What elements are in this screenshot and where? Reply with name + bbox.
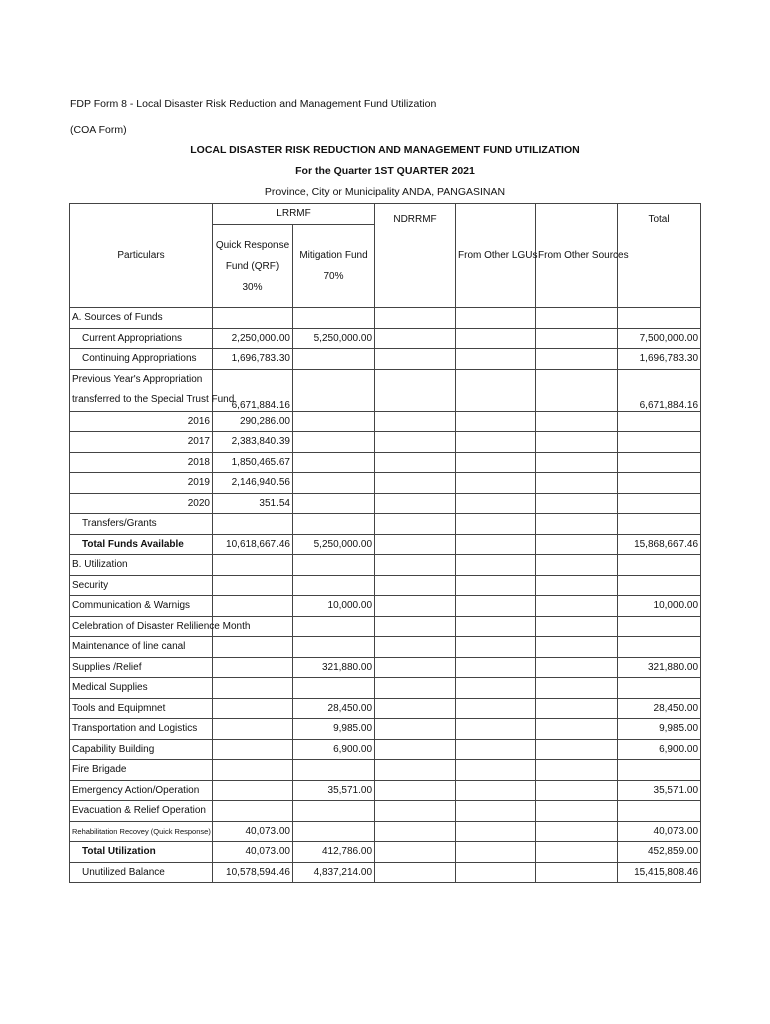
total-value: 452,859.00 [618,842,701,863]
prev-line2: transferred to the Special Trust Fund [72,393,235,405]
qrf-value: 40,073.00 [213,842,293,863]
mitigation-value [293,760,375,781]
header-qrf-line1: Quick Response [215,239,290,251]
row-label: Tools and Equipmnet [70,698,213,719]
table-row [70,760,701,781]
qrf-value [213,698,293,719]
qrf-value [213,780,293,801]
row-label: Fire Brigade [70,760,213,781]
row-label: Transfers/Grants [70,514,213,535]
row-label: B. Utilization [70,555,213,576]
total-value [618,616,701,637]
qrf-value: 10,618,667.46 [213,534,293,555]
mitigation-value: 412,786.00 [293,842,375,863]
table-row [70,452,701,473]
qrf-value [213,801,293,822]
table-row [70,801,701,822]
mitigation-value: 9,985.00 [293,719,375,740]
year-label: 2016 [70,411,213,432]
total-value: 35,571.00 [618,780,701,801]
total-value [618,801,701,822]
total-value: 15,415,808.46 [618,862,701,883]
mitigation-value [293,575,375,596]
mitigation-value: 5,250,000.00 [293,534,375,555]
qrf-value: 351.54 [213,493,293,514]
table-row [70,473,701,494]
qrf-value [213,637,293,658]
row-label: Medical Supplies [70,678,213,699]
table-row [70,739,701,760]
header-qrf [213,225,293,308]
total-value: 321,880.00 [618,657,701,678]
qrf-value [213,596,293,617]
qrf-value: 1,696,783.30 [213,349,293,370]
total-value [618,678,701,699]
table-row [70,514,701,535]
table-row [70,780,701,801]
row-label: Maintenance of line canal [70,637,213,658]
row-label: Supplies /Relief [70,657,213,678]
header-particulars: Particulars [70,204,213,308]
row-label: Celebration of Disaster Relilience Month [70,616,213,637]
qrf-value [213,575,293,596]
qrf-value: 10,578,594.46 [213,862,293,883]
row-label: Unutilized Balance [70,862,213,883]
row-label: A. Sources of Funds [70,308,213,329]
fund-utilization-table [69,203,701,883]
total-value: 9,985.00 [618,719,701,740]
table-row [70,534,701,555]
year-label: 2017 [70,432,213,453]
table-row [70,862,701,883]
mitigation-value [293,637,375,658]
qrf-value: 40,073.00 [213,821,293,842]
qrf-value [213,657,293,678]
form-source: (COA Form) [70,124,127,136]
table-row [70,821,701,842]
total-value: 15,868,667.46 [618,534,701,555]
table-row [70,555,701,576]
table-row [70,308,701,329]
qrf-value: 290,286.00 [213,411,293,432]
total-value: 7,500,000.00 [618,328,701,349]
row-label: Total Funds Available [70,534,213,555]
prev-line1: Previous Year's Appropriation [72,373,203,385]
row-label [70,369,235,411]
location-line: Province, City or Municipality ANDA, PANGASINAN [264,186,506,198]
header-mitigation-line2: 70% [323,271,344,282]
header-lrrmf: LRRMF [213,204,375,225]
row-label: Current Appropriations [70,328,213,349]
qrf-value: 2,146,940.56 [213,473,293,494]
table-row [70,432,701,453]
mitigation-value: 28,450.00 [293,698,375,719]
header-total: Total [618,204,701,308]
year-label: 2020 [70,493,213,514]
mitigation-value [293,801,375,822]
mitigation-value: 5,250,000.00 [293,328,375,349]
mitigation-value: 6,900.00 [293,739,375,760]
form-id: FDP Form 8 - Local Disaster Risk Reduction and Management Fund Utilization [70,98,437,110]
table-row [70,657,701,678]
qrf-value: 2,383,840.39 [213,432,293,453]
mitigation-value: 321,880.00 [293,657,375,678]
qrf-value [213,739,293,760]
qrf-value [213,678,293,699]
table-row [70,637,701,658]
quarter-subtitle: For the Quarter 1ST QUARTER 2021 [295,165,475,177]
table-row [70,698,701,719]
total-value: 10,000.00 [618,596,701,617]
mitigation-value [293,616,375,637]
mitigation-value: 35,571.00 [293,780,375,801]
row-label: Emergency Action/Operation [70,780,213,801]
table-row [70,678,701,699]
header-mitigation-line1: Mitigation Fund [299,250,368,261]
qrf-value: 1,850,465.67 [213,452,293,473]
row-label: Total Utilization [70,842,213,863]
row-label: Communication & Warnigs [70,596,213,617]
mitigation-value [293,678,375,699]
header-qrf-line2: Fund (QRF) [225,260,280,272]
table-row [70,328,701,349]
header-other-lgus: From Other LGUs [456,204,536,308]
mitigation-value: 4,837,214.00 [293,862,375,883]
row-label: Evacuation & Relief Operation [70,801,213,822]
year-label: 2018 [70,452,213,473]
table-row [70,411,701,432]
total-value [618,575,701,596]
header-mitigation [293,225,375,308]
page-title: LOCAL DISASTER RISK REDUCTION AND MANAGEMENT FUND UTILIZATION [190,144,580,156]
qrf-value: 2,250,000.00 [213,328,293,349]
table-row [70,575,701,596]
total-value [618,637,701,658]
mitigation-value [293,821,375,842]
row-label: Rehabilitation Recovey (Quick Response) [70,821,213,842]
total-value: 28,450.00 [618,698,701,719]
table-row [70,369,701,411]
total-value: 1,696,783.30 [618,349,701,370]
row-label: Transportation and Logistics [70,719,213,740]
row-label: Continuing Appropriations [70,349,213,370]
total-value [618,760,701,781]
year-label: 2019 [70,473,213,494]
header-qrf-line3: 30% [242,281,263,293]
table-row [70,616,701,637]
header-row-1 [70,204,701,225]
row-label: Security [70,575,213,596]
total-value: 6,671,884.16 [618,369,701,411]
qrf-value [213,719,293,740]
table-row [70,719,701,740]
table-row [70,493,701,514]
table-row [70,596,701,617]
table-row [70,349,701,370]
total-value: 40,073.00 [618,821,701,842]
qrf-value [213,760,293,781]
total-value: 6,900.00 [618,739,701,760]
qrf-value: 6,671,884.16 [213,369,293,411]
table-row [70,842,701,863]
header-other-sources: From Other Sources [536,204,618,308]
header-ndrrmf: NDRRMF [375,204,456,308]
row-label: Capability Building [70,739,213,760]
mitigation-value: 10,000.00 [293,596,375,617]
